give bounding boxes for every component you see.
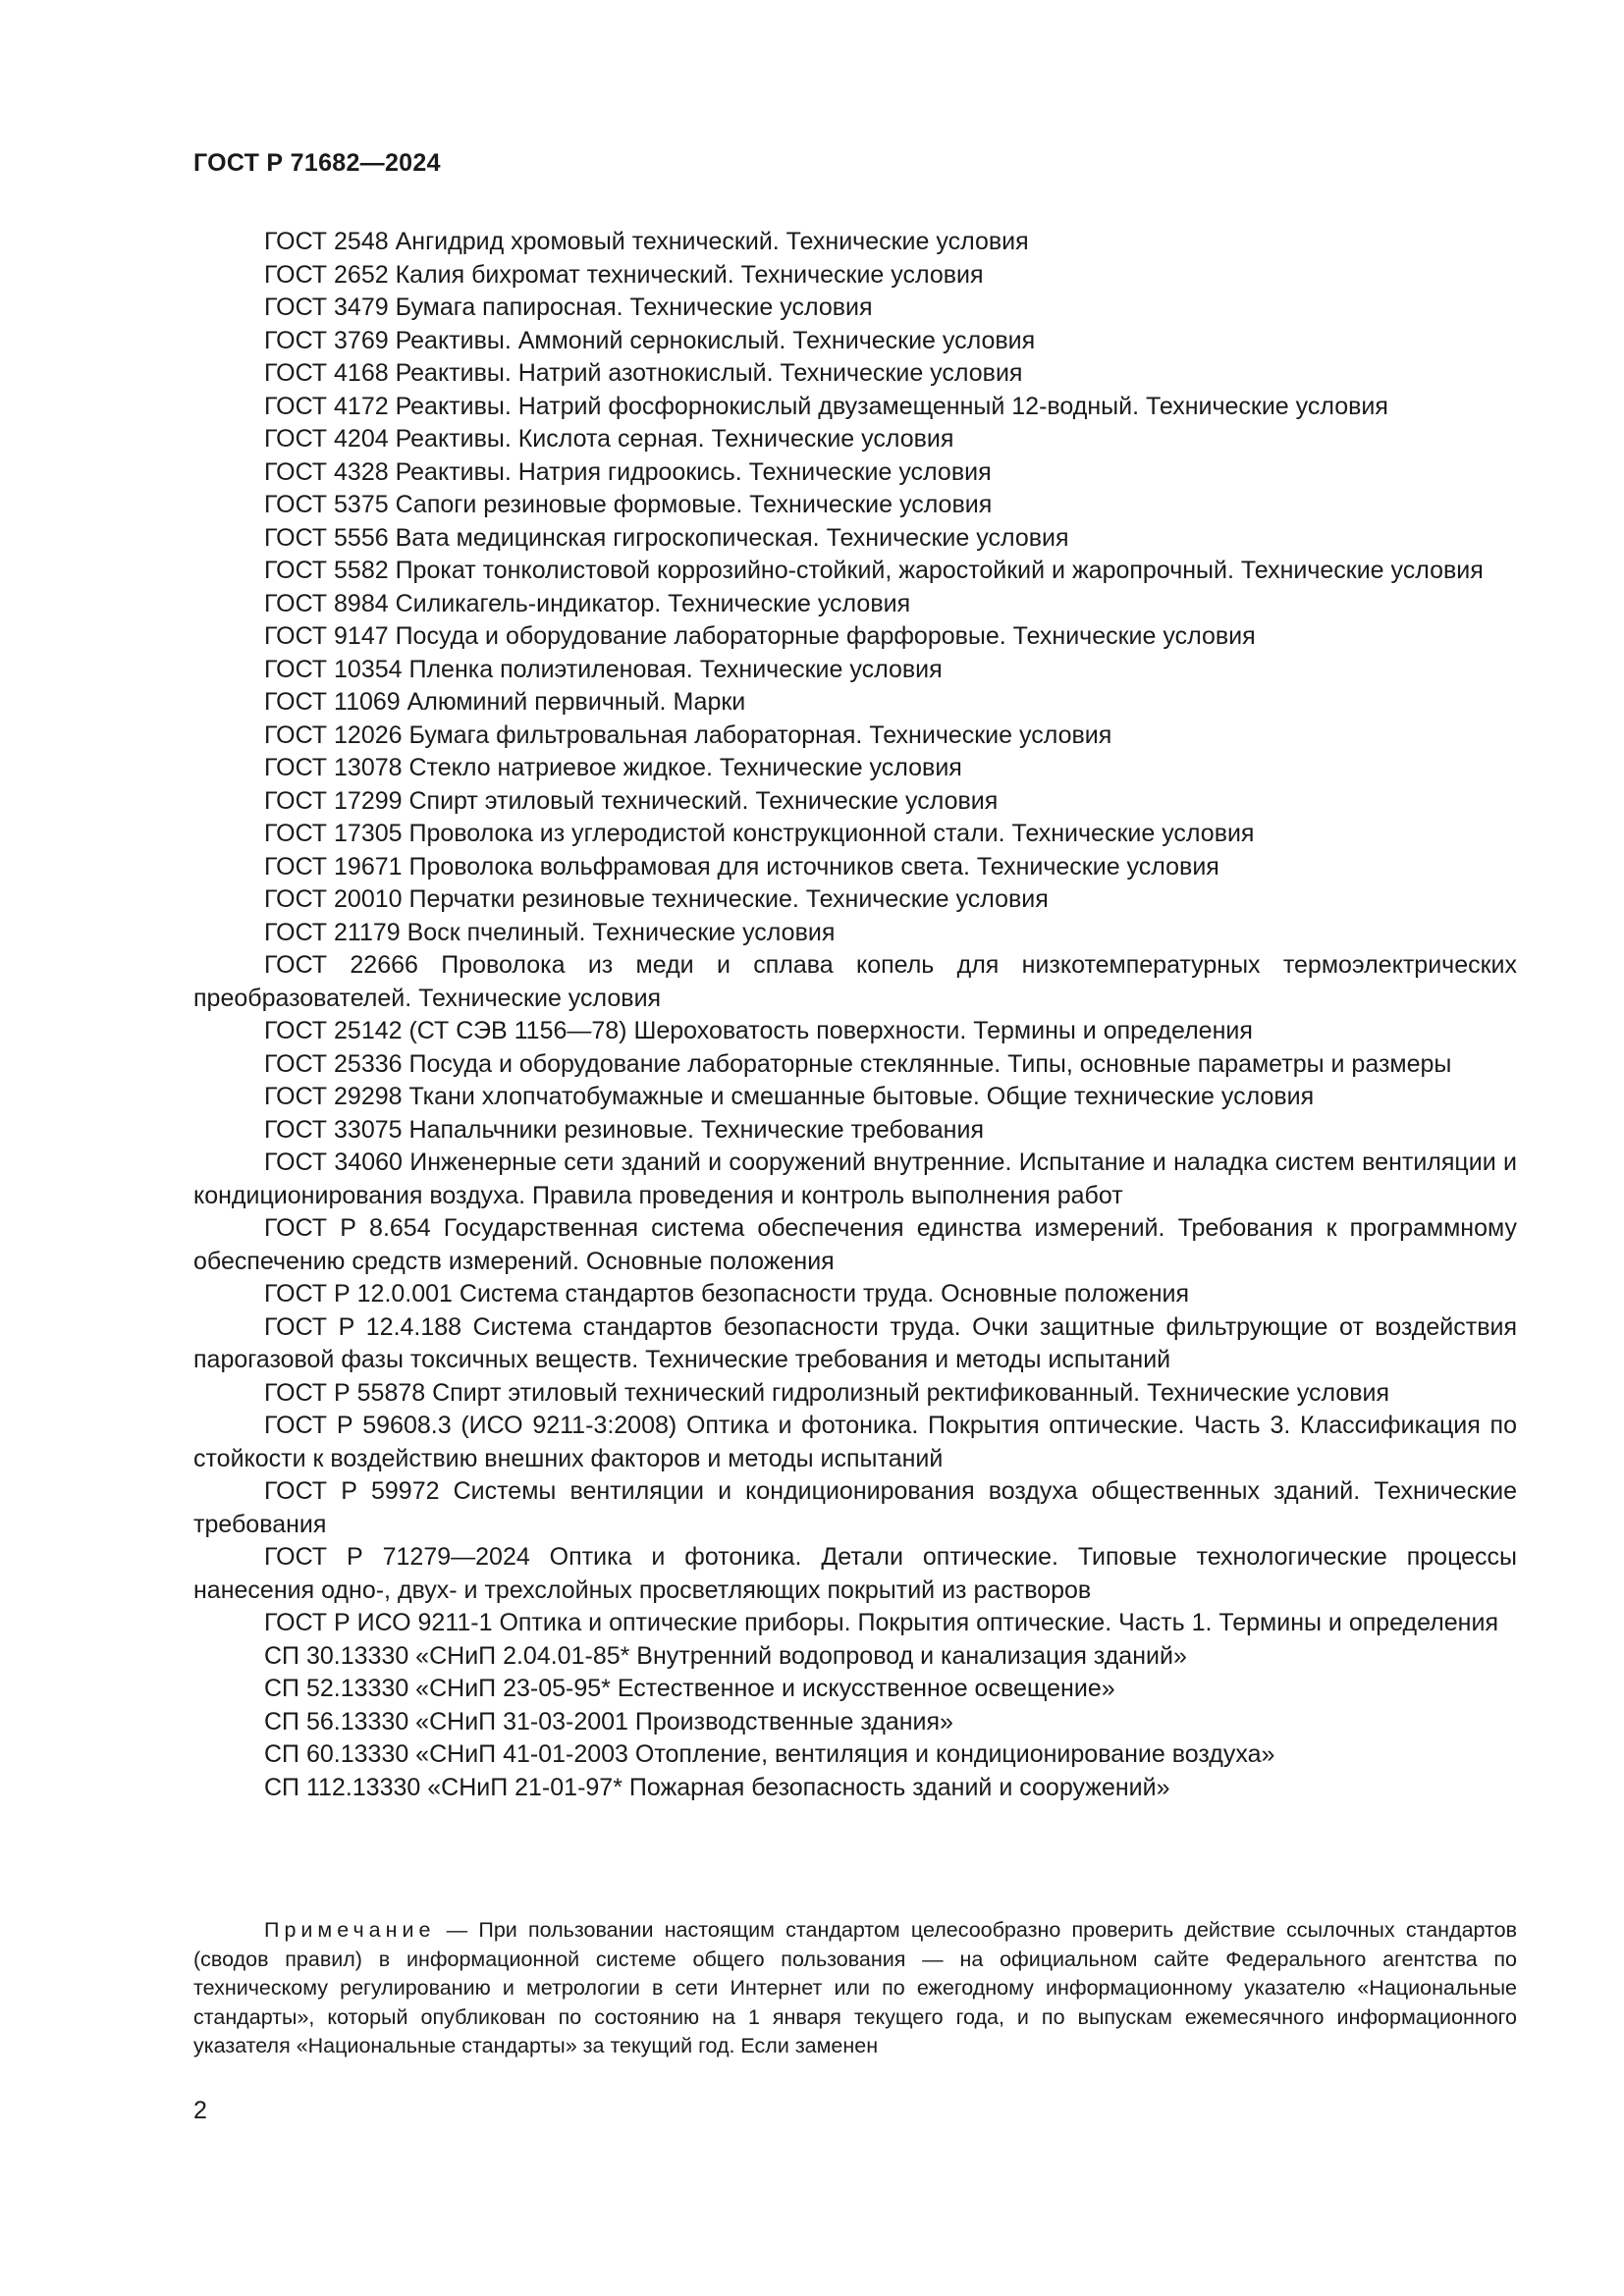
reference-item: ГОСТ 17305 Проволока из углеродистой конструкционной стали. Технические условия bbox=[264, 820, 1255, 847]
note-label: Примечание bbox=[264, 1918, 436, 1942]
reference-item: ГОСТ 20010 Перчатки резиновые технические. Технические условия bbox=[264, 885, 1049, 913]
reference-item: СП 30.13330 «СНиП 2.04.01-85* Внутренний водопровод и канализация зданий» bbox=[264, 1641, 1187, 1670]
reference-item: ГОСТ 29298 Ткани хлопчатобумажные и смешанные бытовые. Общие технические условия bbox=[264, 1083, 1315, 1110]
reference-item: ГОСТ 19671 Проволока вольфрамовая для источников света. Технические условия bbox=[264, 852, 1219, 881]
reference-item: СП 56.13330 «СНиП 31-03-2001 Производственные здания» bbox=[264, 1707, 953, 1735]
reference-item: ГОСТ Р 12.4.188 Система стандартов безопасности труда. Очки защитные фильтрующие от воздействия парогазовой фазы токсичных веществ. Технические требования и методы испытаний bbox=[193, 1312, 1517, 1373]
reference-item: ГОСТ 2548 Ангидрид хромовый технический. Технические условия bbox=[264, 228, 1029, 255]
reference-item: ГОСТ Р 59972 Системы вентиляции и кондиционирования воздуха общественных зданий. Технические требования bbox=[193, 1477, 1517, 1538]
reference-item: ГОСТ 25142 (СТ СЭВ 1156—78) Шероховатость поверхности. Термины и определения bbox=[264, 1017, 1253, 1044]
reference-item: ГОСТ Р 71279—2024 Оптика и фотоника. Детали оптические. Типовые технологические процессы нанесения одно-, двух- и трехслойных просветляющих покрытий из растворов bbox=[193, 1543, 1517, 1604]
reference-item: ГОСТ 3769 Реактивы. Аммоний сернокислый. Технические условия bbox=[264, 326, 1036, 354]
reference-item: ГОСТ 17299 Спирт этиловый технический. Технические условия bbox=[264, 786, 999, 815]
reference-item: ГОСТ 25336 Посуда и оборудование лабораторные стеклянные. Типы, основные параметры и размеры bbox=[264, 1049, 1452, 1078]
reference-item: СП 112.13330 «СНиП 21-01-97* Пожарная безопасность зданий и сооружений» bbox=[264, 1773, 1170, 1801]
reference-item: ГОСТ 4172 Реактивы. Натрий фосфорнокислый двузамещенный 12-водный. Технические условия bbox=[264, 392, 1388, 420]
reference-item: СП 60.13330 «СНиП 41-01-2003 Отопление, вентиляция и кондиционирование воздуха» bbox=[264, 1740, 1275, 1768]
reference-item: ГОСТ Р 12.0.001 Система стандартов безопасности труда. Основные положения bbox=[264, 1280, 1190, 1308]
reference-item: ГОСТ 33075 Напальчники резиновые. Технические требования bbox=[264, 1115, 984, 1144]
reference-item: ГОСТ Р 59608.3 (ИСО 9211-3:2008) Оптика и фотоника. Покрытия оптические. Часть 3. Классификация по стойкости к воздействию внешних факторов и методы испытаний bbox=[193, 1412, 1517, 1472]
reference-item: ГОСТ 9147 Посуда и оборудование лабораторные фарфоровые. Технические условия bbox=[264, 622, 1256, 650]
normative-references-list bbox=[193, 226, 1517, 1804]
reference-item: ГОСТ 34060 Инженерные сети зданий и сооружений внутренние. Испытание и наладка систем вентиляции и кондиционирования воздуха. Правила проведения и контроль выполнения работ bbox=[193, 1148, 1517, 1209]
reference-item: ГОСТ 22666 Проволока из меди и сплава копель для низкотемпературных термоэлектрических преобразователей. Технические условия bbox=[193, 951, 1517, 1012]
reference-item: ГОСТ 13078 Стекло натриевое жидкое. Технические условия bbox=[264, 754, 962, 781]
reference-item: ГОСТ Р ИСО 9211-1 Оптика и оптические приборы. Покрытия оптические. Часть 1. Термины и определения bbox=[264, 1609, 1498, 1636]
reference-item: ГОСТ 3479 Бумага папиросная. Технические условия bbox=[264, 294, 873, 321]
reference-item: СП 52.13330 «СНиП 23-05-95* Естественное и искусственное освещение» bbox=[264, 1675, 1115, 1702]
reference-item: ГОСТ 4204 Реактивы. Кислота серная. Технические условия bbox=[264, 425, 954, 453]
reference-item: ГОСТ 5375 Сапоги резиновые формовые. Технические условия bbox=[264, 491, 993, 518]
reference-item: ГОСТ 4328 Реактивы. Натрия гидроокись. Технические условия bbox=[264, 457, 992, 486]
reference-item: ГОСТ Р 55878 Спирт этиловый технический гидролизный ректификованный. Технические условия bbox=[264, 1378, 1390, 1407]
reference-item: ГОСТ 4168 Реактивы. Натрий азотнокислый. Технические условия bbox=[264, 359, 1023, 387]
page-header-title: ГОСТ Р 71682—2024 bbox=[193, 149, 441, 177]
note-paragraph bbox=[193, 1916, 1517, 2061]
reference-item: ГОСТ 5556 Вата медицинская гигроскопическая. Технические условия bbox=[264, 523, 1069, 552]
note-text: — При пользовании настоящим стандартом целесообразно проверить действие ссылочных стандартов (сводов правил) в информационной системе общего пользования — на официальном сайте Федерального агентства по техническому регулированию и метрологии в сети Интернет или по ежегодному информационному указателю «Национальные стандарты», который опубликован по состоянию на 1 января текущего года, и по выпускам ежемесячного информационного указателя «Национальные стандарты» за текущий год. Если заменен bbox=[193, 1918, 1517, 2057]
reference-item: ГОСТ 2652 Калия бихромат технический. Технические условия bbox=[264, 260, 984, 289]
reference-item: ГОСТ 11069 Алюминий первичный. Марки bbox=[264, 688, 746, 716]
reference-item: ГОСТ 12026 Бумага фильтровальная лабораторная. Технические условия bbox=[264, 721, 1112, 749]
reference-item: ГОСТ 5582 Прокат тонколистовой коррозийно-стойкий, жаростойкий и жаропрочный. Технические условия bbox=[264, 557, 1484, 584]
reference-item: ГОСТ 8984 Силикагель-индикатор. Технические условия bbox=[264, 589, 911, 617]
reference-item: ГОСТ 10354 Пленка полиэтиленовая. Технические условия bbox=[264, 655, 943, 683]
page-number: 2 bbox=[193, 2097, 207, 2124]
reference-item: ГОСТ Р 8.654 Государственная система обеспечения единства измерений. Требования к программному обеспечению средств измерений. Основные положения bbox=[193, 1214, 1517, 1275]
reference-item: ГОСТ 21179 Воск пчелиный. Технические условия bbox=[264, 918, 836, 946]
